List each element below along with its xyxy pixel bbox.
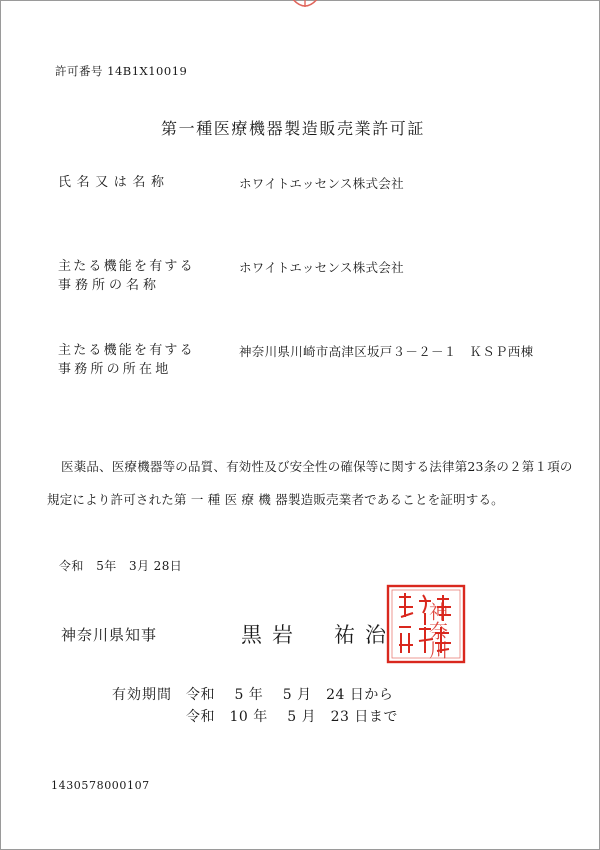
document-title: 第一種医療機器製造販売業許可証 [161, 119, 426, 138]
field-value-name: ホワイトエッセンス株式会社 [239, 176, 404, 191]
official-seal-icon [385, 583, 467, 665]
field-label-name: 氏名又は名称 [58, 175, 170, 190]
field-value-office-name: ホワイトエッセンス株式会社 [239, 260, 404, 275]
permit-number: 14B1X10019 [107, 64, 188, 78]
field-label-line: 主たる機能を有する [58, 259, 195, 274]
certification-text-line-1: 医薬品、医療機器等の品質、有効性及び安全性の確保等に関する法律第23条の２第１項の [61, 459, 573, 474]
seal-char: 神奈川 [426, 602, 448, 659]
field-label-line: 主たる機能を有する [58, 343, 195, 358]
permit-number-line [55, 63, 187, 79]
footer-number: 1430578000107 [51, 779, 150, 792]
validity-to: 令和 10 年 5 月 23 日まで [186, 709, 398, 725]
field-label-office-name [58, 257, 195, 295]
field-label-office-address [58, 341, 195, 379]
issuer-name: 黒岩 祐治 [241, 623, 396, 647]
field-label-line: 事務所の所在地 [58, 362, 172, 377]
issue-date: 令和 5年 3月 28日 [59, 559, 183, 573]
validity-from: 令和 5 年 5 月 24 日から [186, 687, 394, 703]
top-stamp-icon [283, 0, 327, 23]
validity-label: 有効期間 [112, 687, 172, 703]
permit-number-label: 許可番号 [55, 64, 103, 78]
field-label-line: 事務所の名称 [58, 278, 161, 293]
issuer-title: 神奈川県知事 [61, 626, 158, 644]
certification-text-line-2: 規定により許可された第 一 種 医 療 機 器製造販売業者であることを証明する。 [47, 492, 504, 507]
field-value-office-address: 神奈川県川崎市高津区坂戸３－２－１ ＫＳＰ西棟 [239, 344, 534, 359]
